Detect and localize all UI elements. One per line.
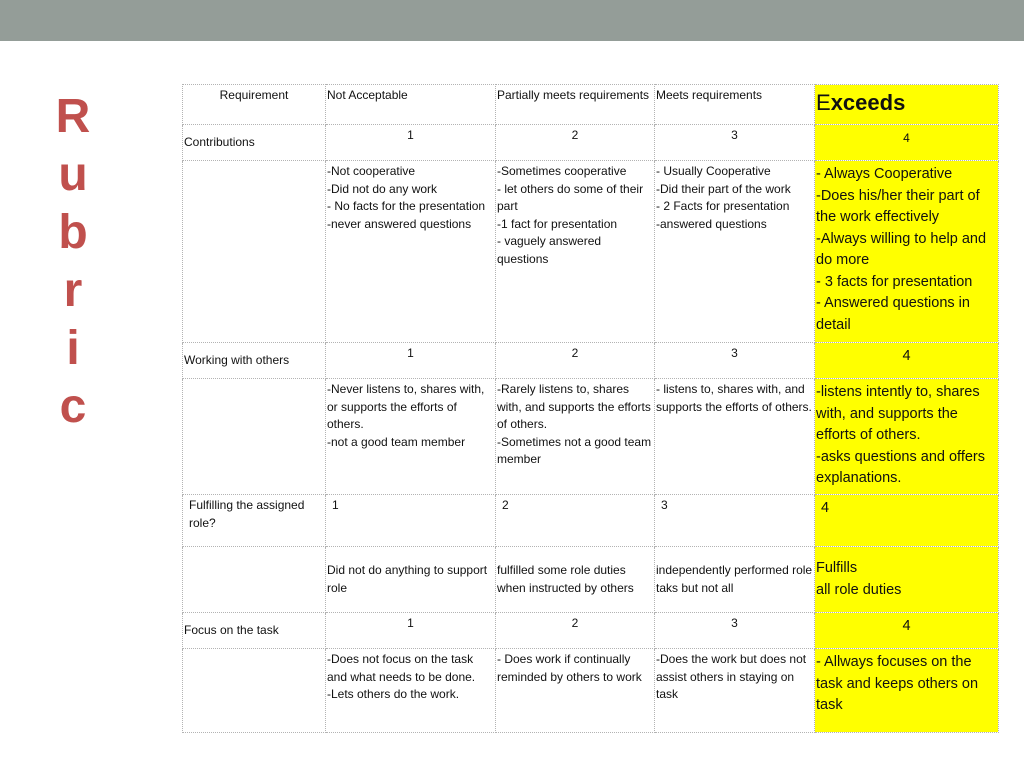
desc-exceeds xyxy=(815,649,999,733)
desc-line: -Never listens to, shares with, or supports the efforts of others. xyxy=(327,382,485,431)
side-title-letter: b xyxy=(58,206,88,259)
desc-line: - Allways focuses on the task and keeps others on task xyxy=(816,654,979,713)
side-title-letter: i xyxy=(66,322,80,375)
desc-line: -never answered questions xyxy=(327,216,472,231)
score-cell: 2 xyxy=(496,125,655,161)
score-cell: 3 xyxy=(655,495,815,547)
desc-line: -Not cooperative xyxy=(327,164,416,178)
desc-line: -Does the work but does not assist others in staying on task xyxy=(656,652,807,701)
desc-line: -Does not focus on the task and what needs to be done. xyxy=(327,652,476,684)
side-title-letter: R xyxy=(55,90,91,143)
side-title-letter: u xyxy=(58,148,88,201)
desc-line: - Answered questions in detail xyxy=(816,295,970,333)
header-not-acceptable: Not Acceptable xyxy=(326,85,496,125)
category-contributions: Contributions xyxy=(183,125,326,161)
desc-not-acceptable xyxy=(326,161,496,343)
desc-line: - let others do some of their part xyxy=(497,181,644,213)
desc-line: - No facts for the presentation xyxy=(327,199,486,213)
desc-line: Fulfills xyxy=(816,560,858,576)
score-cell-exceeds: 4 xyxy=(815,343,999,379)
desc-line: all role duties xyxy=(816,581,902,598)
desc-partially-meets xyxy=(496,161,655,343)
score-cell: 3 xyxy=(655,343,815,379)
score-row xyxy=(183,125,999,161)
score-cell-exceeds: 4 xyxy=(815,125,999,161)
desc-line: -Always willing to help and do more xyxy=(816,230,987,268)
desc-partially-meets: fulfilled some role duties when instructed by others xyxy=(496,547,655,613)
desc-line: - 3 facts for presentation xyxy=(816,273,973,290)
header-partially-meets: Partially meets requirements xyxy=(496,85,655,125)
description-row xyxy=(183,161,999,343)
desc-line: -Does his/her their part of the work effectively xyxy=(816,187,980,225)
desc-not-acceptable: Did not do anything to support role xyxy=(326,547,496,613)
empty-cell xyxy=(183,161,326,343)
desc-meets-requirements: independently performed role taks but not all xyxy=(655,547,815,613)
header-exceeds-rest: xceeds xyxy=(830,90,906,115)
desc-line: -Rarely listens to, shares with, and supports the efforts of others. xyxy=(497,382,651,431)
score-cell: 2 xyxy=(496,495,655,547)
description-row xyxy=(183,379,999,495)
score-row xyxy=(183,613,999,649)
side-title xyxy=(40,88,106,436)
desc-line: - 2 Facts for presentation xyxy=(656,199,790,213)
score-cell-exceeds: 4 xyxy=(815,613,999,649)
desc-meets-requirements xyxy=(655,161,815,343)
header-exceeds-initial: E xyxy=(816,90,831,115)
side-title-letter: c xyxy=(59,380,87,433)
score-cell: 3 xyxy=(655,125,815,161)
empty-cell xyxy=(183,649,326,733)
category-fulfilling-role: Fulfilling the assigned role? xyxy=(183,495,326,547)
header-meets-requirements: Meets requirements xyxy=(655,85,815,125)
empty-cell xyxy=(183,379,326,495)
desc-line: -1 fact for presentation xyxy=(497,216,618,231)
score-cell: 1 xyxy=(326,613,496,649)
desc-line: -asks questions and offers explanations. xyxy=(816,448,985,486)
desc-line: -not a good team member xyxy=(327,434,466,449)
desc-partially-meets xyxy=(496,379,655,495)
desc-line: - vaguely answered questions xyxy=(497,234,602,266)
description-row xyxy=(183,649,999,733)
desc-line: -Sometimes cooperative xyxy=(497,164,627,178)
desc-line: -Lets others do the work. xyxy=(327,687,460,701)
category-working-with-others: Working with others xyxy=(183,343,326,379)
score-cell: 1 xyxy=(326,343,496,379)
empty-cell xyxy=(183,547,326,613)
desc-line: - listens to, shares with, and supports the efforts of others. xyxy=(656,382,812,414)
desc-line: - Usually Cooperative xyxy=(656,164,771,178)
score-cell: 3 xyxy=(655,613,815,649)
score-cell-exceeds: 4 xyxy=(815,495,999,547)
desc-line: - Does work if continually reminded by others to work xyxy=(497,652,642,684)
desc-line: -listens intently to, shares with, and supports the efforts of others. xyxy=(816,384,980,443)
desc-exceeds xyxy=(815,161,999,343)
desc-line: - Always Cooperative xyxy=(816,166,953,182)
desc-exceeds xyxy=(815,547,999,613)
desc-line: -answered questions xyxy=(656,216,767,231)
category-focus-on-task: Focus on the task xyxy=(183,613,326,649)
desc-meets-requirements xyxy=(655,649,815,733)
description-row xyxy=(183,547,999,613)
score-cell: 2 xyxy=(496,613,655,649)
rubric-table xyxy=(182,84,999,733)
header-exceeds xyxy=(815,85,999,125)
desc-meets-requirements xyxy=(655,379,815,495)
header-row xyxy=(183,85,999,125)
desc-exceeds xyxy=(815,379,999,495)
desc-not-acceptable xyxy=(326,379,496,495)
score-cell: 2 xyxy=(496,343,655,379)
score-cell: 1 xyxy=(326,495,496,547)
top-bar xyxy=(0,0,1024,41)
desc-line: -Sometimes not a good team member xyxy=(497,434,652,466)
score-cell: 1 xyxy=(326,125,496,161)
score-row xyxy=(183,495,999,547)
desc-line: -Did not do any work xyxy=(327,181,438,196)
desc-not-acceptable xyxy=(326,649,496,733)
score-row xyxy=(183,343,999,379)
header-requirement: Requirement xyxy=(183,85,326,125)
desc-partially-meets xyxy=(496,649,655,733)
desc-line: -Did their part of the work xyxy=(656,181,791,196)
side-title-letter: r xyxy=(63,264,83,317)
